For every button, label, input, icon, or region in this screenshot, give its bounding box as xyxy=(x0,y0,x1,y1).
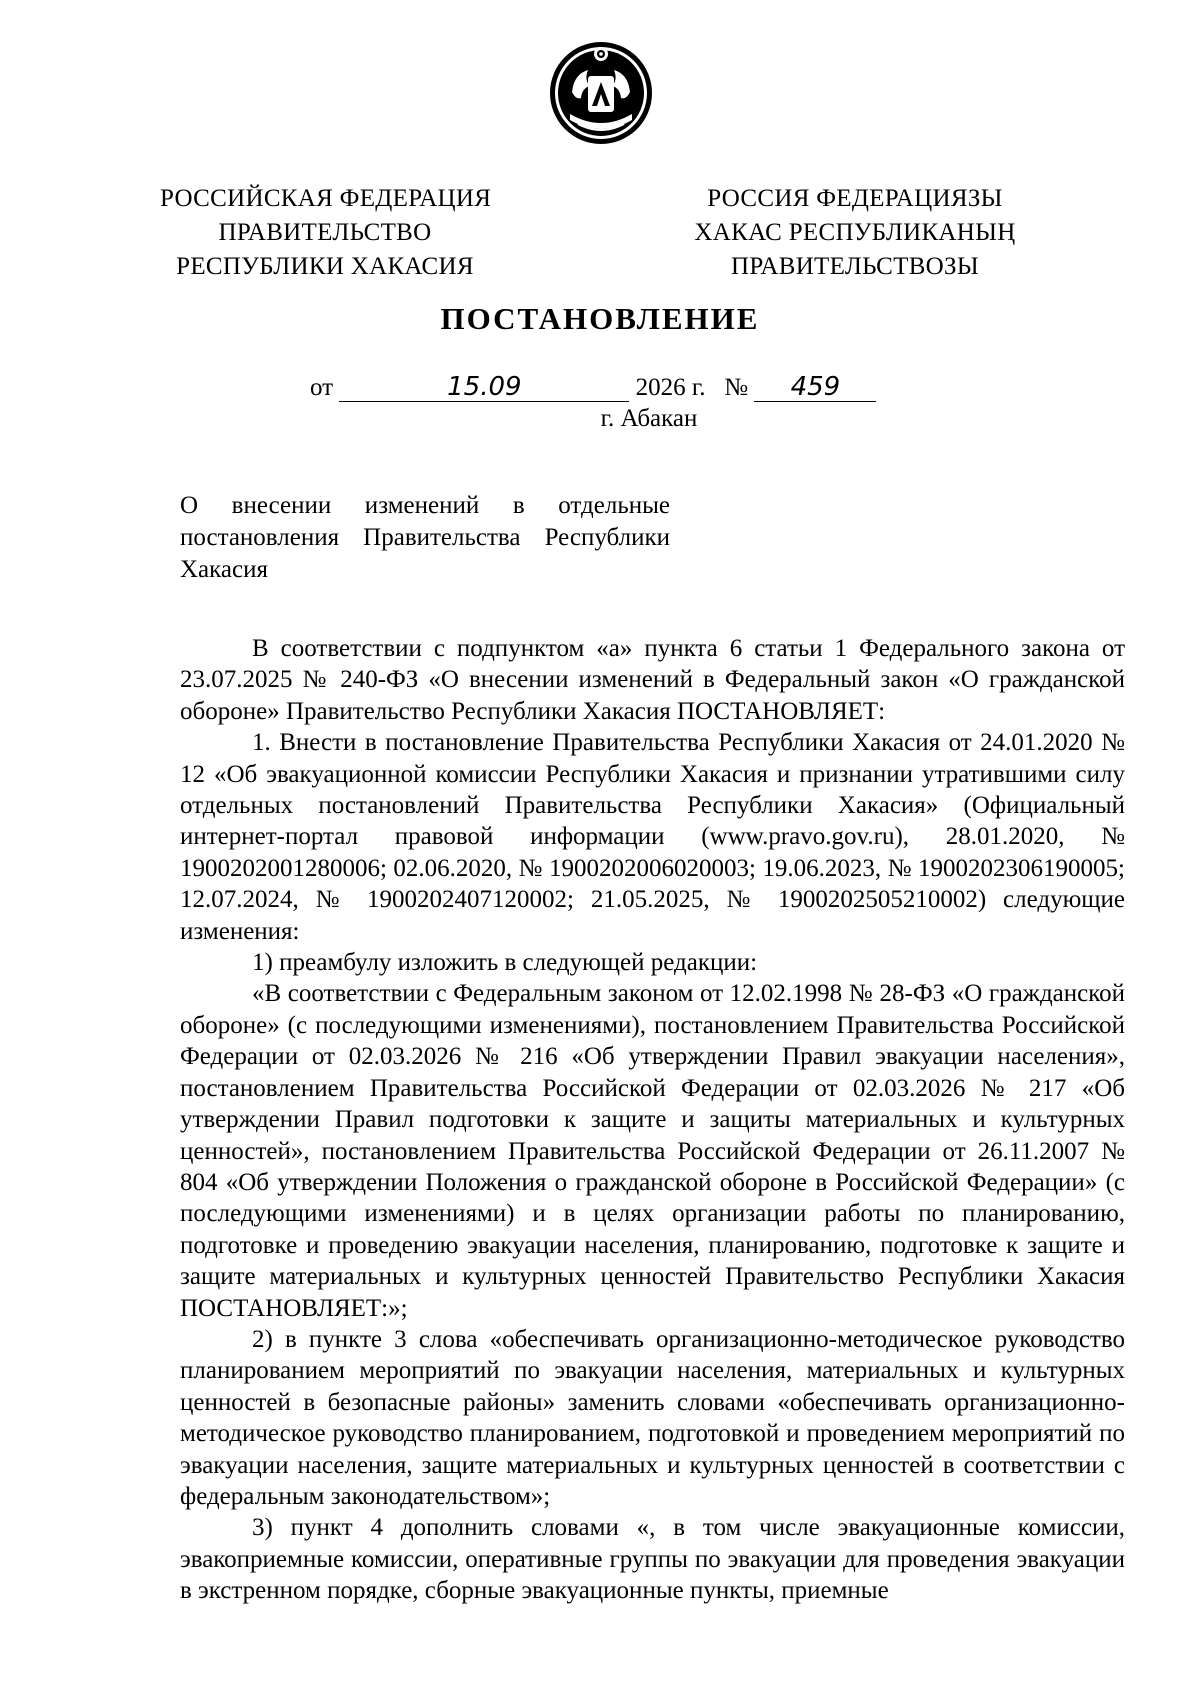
handwritten-document-number: 459 xyxy=(754,373,876,402)
header-right-line-3: ПРАВИТЕЛЬСТВОЗЫ xyxy=(731,253,979,280)
coat-of-arms-emblem xyxy=(548,40,654,146)
date-prefix: от xyxy=(310,374,334,401)
document-subject: О внесении изменений в отдельные постановления Правительства Республики Хакасия xyxy=(180,492,670,583)
header-left-russian xyxy=(160,182,490,284)
city-label: г. Абакан xyxy=(600,405,698,432)
header-left-line-2: ПРАВИТЕЛЬСТВО xyxy=(218,219,432,246)
handwritten-date: 15.09 xyxy=(339,373,629,402)
header-right-line-1: РОССИЯ ФЕДЕРАЦИЯЗЫ xyxy=(707,185,1003,212)
header-right-khakas xyxy=(690,182,1020,284)
document-body xyxy=(180,633,1125,1607)
body-paragraph: 2) в пункте 3 слова «обеспечивать организационно-методическое руководство планированием мероприятий по эвакуации населения, материальных и культурных ценностей в безопасные районы» заменить словами «обеспечивать организационно-методическое руководство планированием, подготовкой и проведением мероприятий по эвакуации населения, защите материальных и культурных ценностей в соответствии с федеральным законодательством»; xyxy=(180,1325,1125,1510)
body-paragraph: «В соответствии с Федеральным законом от 12.02.1998 № 28-ФЗ «О гражданской обороне» (с последующими изменениями), постановлением Правительства Российской Федерации от 02.03.2026 № 216 «Об утверждении Правил эвакуации населения», постановлением Правительства Российской Федерации от 02.03.2026 № 217 «Об утверждении Правил подготовки к защите и защиты материальных и культурных ценностей», постановлением Правительства Российской Федерации от 26.11.2007 № 804 «Об утверждении Положения о гражданской обороне в Российской Федерации» (с последующими изменениями) и в целях организации работы по планированию, подготовке и проведению эвакуации населения, планированию, подготовке к защите и защите материальных и культурных ценностей Правительство Республики Хакасия ПОСТАНОВЛЯЕТ:»; xyxy=(180,980,1125,1322)
body-paragraph: 1. Внести в постановление Правительства Республики Хакасия от 24.01.2020 № 12 «Об эвакуационной комиссии Республики Хакасия и признании утратившими силу отдельных постановлений Правительства Республики Хакасия» (Официальный интернет-портал правовой информации (www.pravo.gov.ru), 28.01.2020, № 1900202001280006; 02.06.2020, № 1900202006020003; 19.06.2023, № 1900202306190005; 12.07.2024, № 1900202407120002; 21.05.2025, № 1900202505210002) следующие изменения: xyxy=(180,729,1125,945)
date-number-line xyxy=(310,372,876,404)
number-sign: № xyxy=(724,374,749,401)
header-right-line-2: ХАКАС РЕСПУБЛИКАНЫҢ xyxy=(694,219,1016,246)
header-left-line-3: РЕСПУБЛИКИ ХАКАСИЯ xyxy=(176,253,474,280)
header-left-line-1: РОССИЙСКАЯ ФЕДЕРАЦИЯ xyxy=(160,185,492,212)
year-label: 2026 г. xyxy=(635,374,706,401)
body-paragraph: В соответствии с подпунктом «а» пункта 6 статьи 1 Федерального закона от 23.07.2025 № 240-ФЗ «О внесении изменений в Федеральный закон «О гражданской обороне» Правительство Республики Хакасия ПОСТАНОВЛЯЕТ: xyxy=(180,635,1125,725)
document-title: ПОСТАНОВЛЕНИЕ xyxy=(440,301,760,336)
body-paragraph: 3) пункт 4 дополнить словами «, в том числе эвакуационные комиссии, эвакоприемные комиссии, оперативные группы по эвакуации для проведения эвакуации в экстренном порядке, сборные эвакуационные пункты, приемные xyxy=(180,1514,1125,1605)
body-paragraph: 1) преамбулу изложить в следующей редакции: xyxy=(252,949,758,977)
